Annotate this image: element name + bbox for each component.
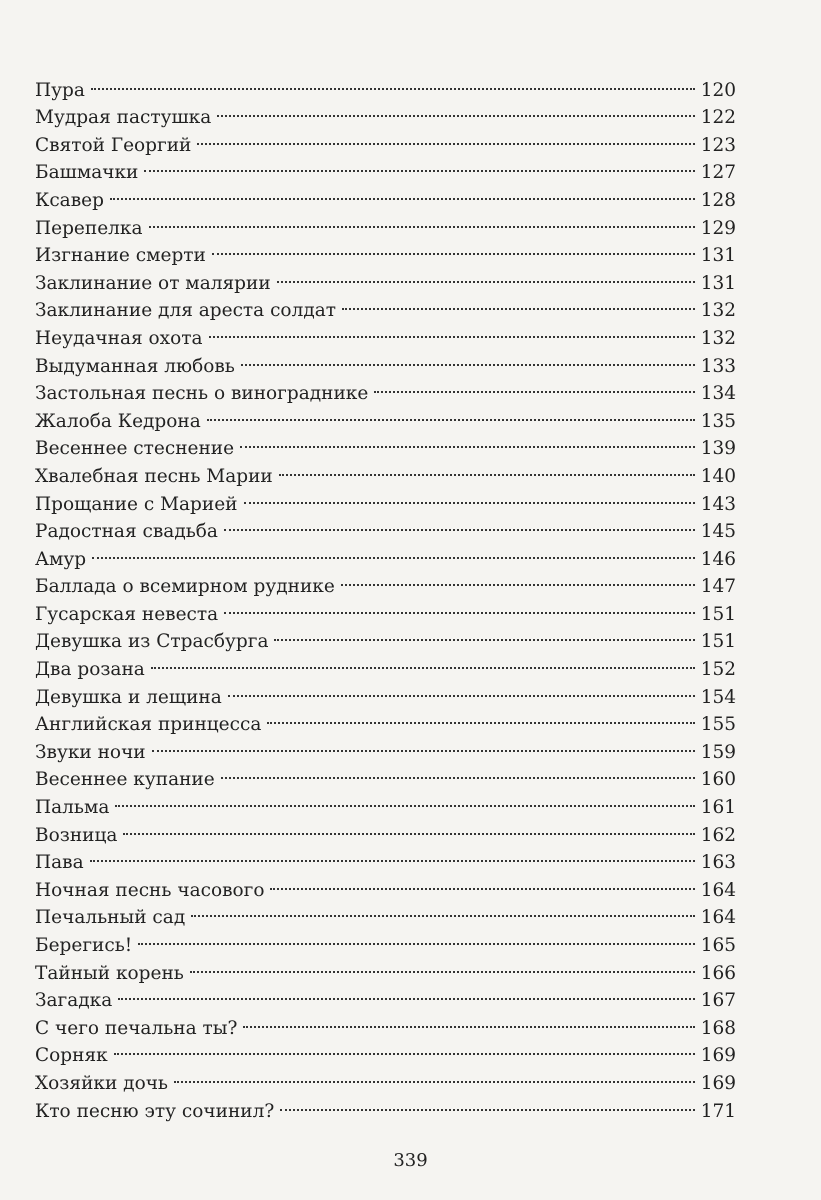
dot-leader <box>270 868 694 896</box>
toc-entry <box>35 1034 736 1067</box>
entry-page-number: 140 <box>700 465 736 487</box>
toc-entry <box>35 951 736 984</box>
entry-page-number: 143 <box>700 493 736 515</box>
dot-leader <box>114 1034 695 1062</box>
toc-entry <box>35 1061 736 1094</box>
page-number: 339 <box>393 1150 428 1171</box>
entry-title: Заклинание для ареста солдат <box>35 300 336 322</box>
entry-page-number: 151 <box>700 631 736 653</box>
entry-title: Изгнание смерти <box>35 245 206 267</box>
entry-page-number: 163 <box>700 852 736 874</box>
entry-title: Заклинание от малярии <box>35 272 271 294</box>
dot-leader <box>207 399 695 427</box>
dot-leader <box>118 979 694 1007</box>
entry-title: Кто песню эту сочинил? <box>35 1100 275 1122</box>
entry-page-number: 145 <box>700 521 736 543</box>
entry-page-number: 161 <box>700 797 736 819</box>
entry-title: Прощание с Марией <box>35 493 238 515</box>
entry-page-number: 154 <box>700 686 736 708</box>
dot-leader <box>341 565 695 593</box>
entry-page-number: 128 <box>700 189 736 211</box>
toc-entry <box>35 537 736 570</box>
entry-title: Девушка и лещина <box>35 686 222 708</box>
dot-leader <box>152 730 695 758</box>
dot-leader <box>90 841 695 869</box>
dot-leader <box>224 510 695 538</box>
dot-leader <box>374 372 694 400</box>
entry-page-number: 164 <box>700 907 736 929</box>
entry-title: Гусарская невеста <box>35 603 219 625</box>
entry-page-number: 165 <box>700 935 736 956</box>
entry-title: Хозяйки дочь <box>35 1072 169 1094</box>
entry-title: Тайный корень <box>35 962 184 984</box>
dot-leader <box>191 896 694 924</box>
entry-title: Возница <box>35 824 118 846</box>
toc-entry <box>35 178 736 211</box>
dot-leader <box>228 675 695 703</box>
entry-title: Хвалебная песнь Марии <box>35 465 273 487</box>
dot-leader <box>342 289 695 317</box>
dot-leader <box>244 482 695 510</box>
dot-leader <box>209 316 695 344</box>
dot-leader <box>138 923 694 951</box>
dot-leader <box>149 206 695 234</box>
entry-title: Девушка из Страсбурга <box>35 631 269 653</box>
toc-entry <box>35 979 736 1012</box>
toc-entry <box>35 841 736 874</box>
entry-title: Весеннее стеснение <box>35 438 235 460</box>
entry-page-number: 135 <box>700 410 736 432</box>
entry-page-number: 147 <box>700 576 736 598</box>
entry-title: Неудачная охота <box>35 327 203 349</box>
dot-leader <box>280 1089 694 1117</box>
dot-leader <box>91 68 695 96</box>
entry-title: Радостная свадьба <box>35 521 218 543</box>
entry-page-number: 164 <box>700 879 736 901</box>
entry-page-number: 151 <box>700 603 736 625</box>
entry-page-number: 132 <box>700 327 736 349</box>
dot-leader <box>243 1006 694 1034</box>
entry-title: Пура <box>35 79 85 101</box>
entry-page-number: 167 <box>700 990 736 1012</box>
dot-leader <box>212 234 695 262</box>
entry-page-number: 120 <box>700 79 736 101</box>
entry-title: Башмачки <box>35 162 139 184</box>
entry-title: Печальный сад <box>35 907 186 929</box>
dot-leader <box>115 785 694 813</box>
entry-title: Английская принцесса <box>35 714 262 736</box>
entry-title: Весеннее купание <box>35 769 215 791</box>
toc-entry <box>35 206 736 239</box>
dot-leader <box>92 537 695 565</box>
dot-leader <box>174 1061 695 1089</box>
entry-page-number: 123 <box>700 134 736 156</box>
entry-page-number: 132 <box>700 300 736 322</box>
dot-leader <box>241 344 695 372</box>
toc-entry <box>35 923 736 956</box>
dot-leader <box>190 951 695 979</box>
dot-leader <box>240 427 695 455</box>
dot-leader <box>274 620 694 648</box>
entry-page-number: 131 <box>700 272 736 294</box>
dot-leader <box>110 178 695 206</box>
dot-leader <box>279 454 695 482</box>
toc-entry <box>35 868 736 901</box>
toc-entry <box>35 1006 736 1039</box>
entry-page-number: 169 <box>700 1045 736 1067</box>
dot-leader <box>267 703 694 731</box>
entry-title: Ночная песнь часового <box>35 879 265 901</box>
dot-leader <box>151 647 695 675</box>
entry-title: Выдуманная любовь <box>35 355 235 377</box>
entry-page-number: 122 <box>700 107 736 129</box>
entry-page-number: 162 <box>700 824 736 846</box>
entry-title: Мудрая пастушка <box>35 107 212 129</box>
dot-leader <box>197 123 694 151</box>
entry-title: Баллада о всемирном руднике <box>35 576 335 598</box>
entry-title: Амур <box>35 548 87 570</box>
entry-title: Пава <box>35 852 84 874</box>
entry-page-number: 146 <box>700 548 736 570</box>
dot-leader <box>217 96 694 124</box>
toc-entry <box>35 785 736 819</box>
entry-page-number: 171 <box>700 1100 736 1122</box>
entry-page-number: 155 <box>700 714 736 736</box>
entry-title: Святой Георгий <box>35 134 192 156</box>
entry-title: Застольная песнь о винограднике <box>35 383 369 405</box>
entry-page-number: 134 <box>700 383 736 405</box>
table-of-contents <box>35 68 736 1122</box>
entry-page-number: 168 <box>700 1017 736 1039</box>
entry-title: Звуки ночи <box>35 741 146 763</box>
toc-entry <box>35 565 736 598</box>
entry-title: Загадка <box>35 990 113 1012</box>
entry-page-number: 139 <box>700 438 736 460</box>
entry-title: Пальма <box>35 797 110 819</box>
entry-title: Ксавер <box>35 189 104 211</box>
entry-page-number: 131 <box>700 245 736 267</box>
entry-page-number: 166 <box>700 962 736 984</box>
entry-title: С чего печальна ты? <box>35 1017 238 1039</box>
entry-page-number: 152 <box>700 659 736 681</box>
entry-page-number: 129 <box>700 217 736 239</box>
toc-entry <box>35 96 736 129</box>
toc-entry <box>35 813 736 846</box>
entry-page-number: 127 <box>700 162 736 184</box>
entry-title: Два розана <box>35 659 145 681</box>
dot-leader <box>221 758 695 786</box>
dot-leader <box>277 261 695 289</box>
dot-leader <box>224 592 695 620</box>
entry-page-number: 160 <box>700 769 736 791</box>
entry-page-number: 133 <box>700 355 736 377</box>
entry-page-number: 159 <box>700 741 736 763</box>
entry-title: Берегись! <box>35 935 133 956</box>
dot-leader <box>144 151 694 179</box>
dot-leader <box>123 813 694 841</box>
entry-title: Сорняк <box>35 1045 108 1067</box>
entry-page-number: 169 <box>700 1072 736 1094</box>
entry-title: Жалоба Кедрона <box>35 410 201 432</box>
entry-title: Перепелка <box>35 217 143 239</box>
toc-entry <box>35 68 736 101</box>
